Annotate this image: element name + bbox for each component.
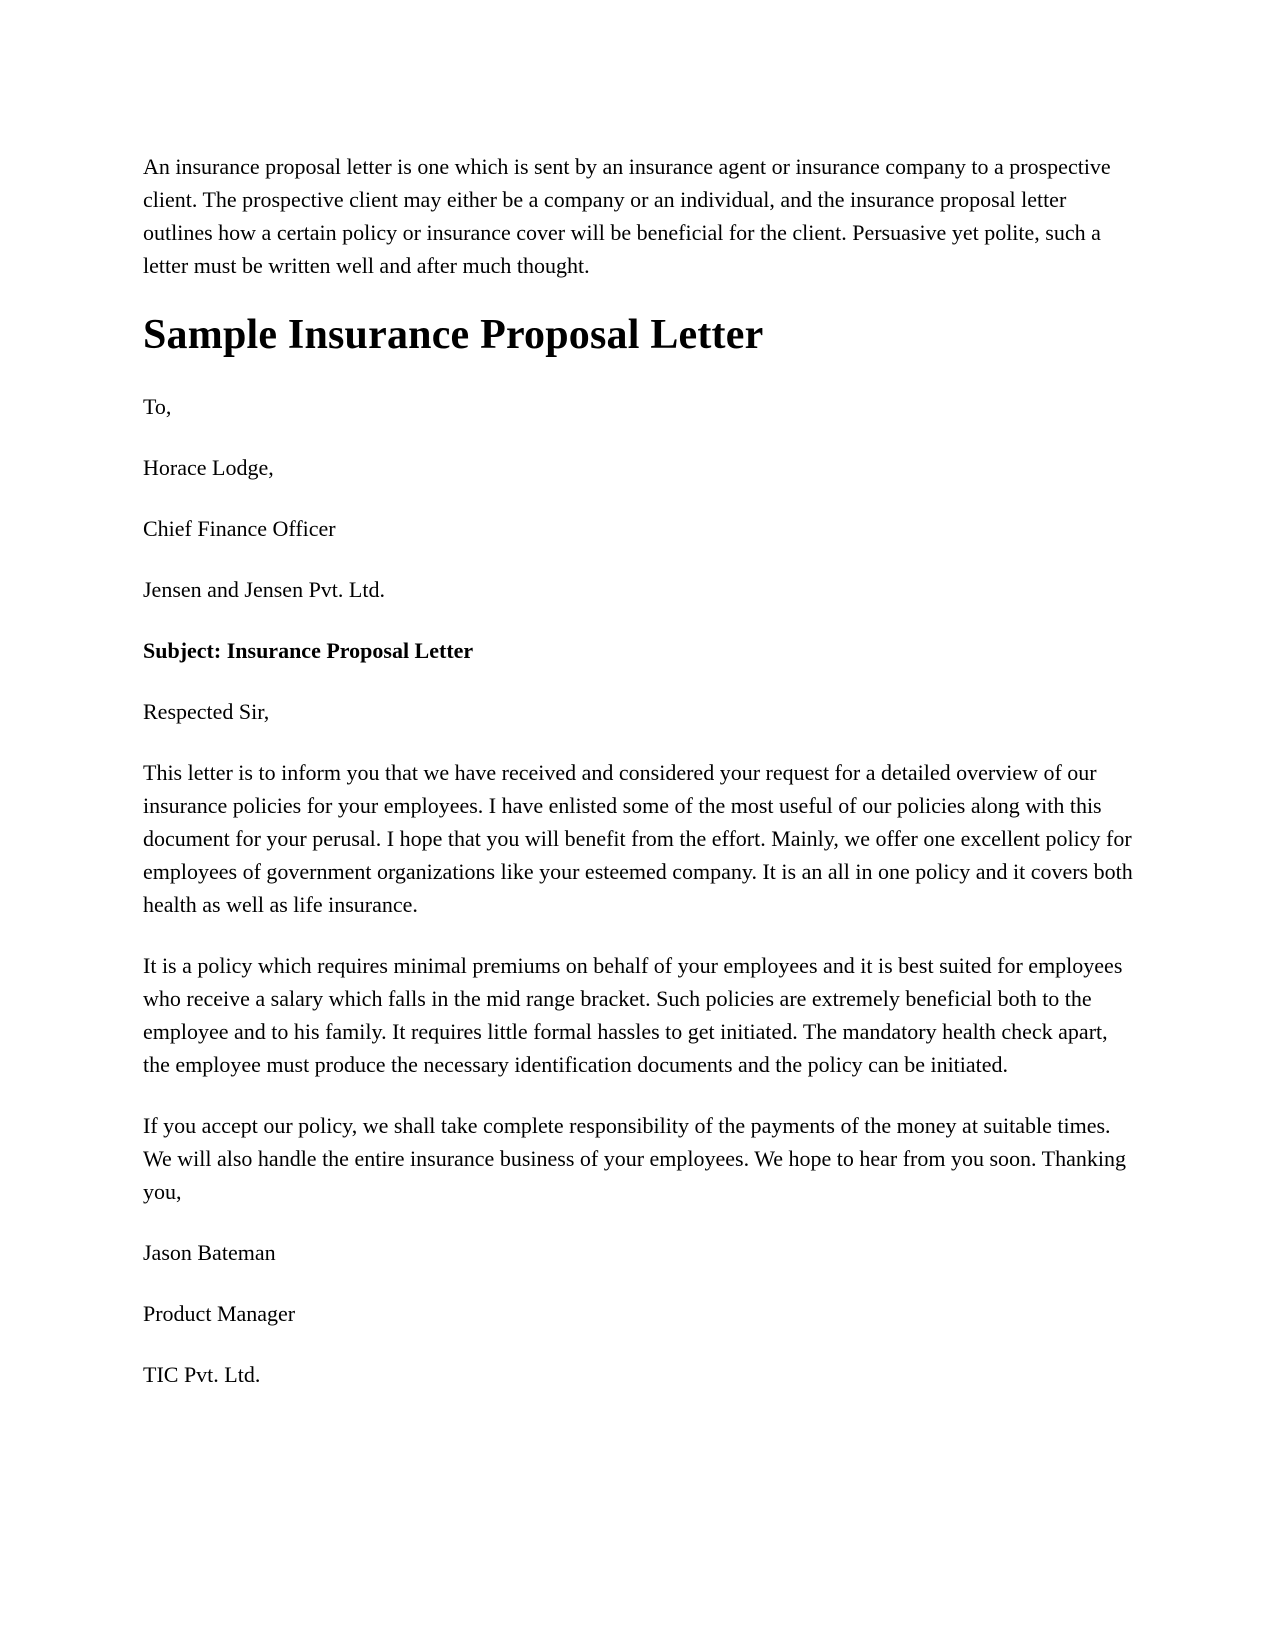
recipient-title: Chief Finance Officer	[143, 516, 336, 541]
document-heading: Sample Insurance Proposal Letter	[143, 312, 764, 358]
recipient-company: Jensen and Jensen Pvt. Ltd.	[143, 577, 385, 602]
sender-name: Jason Bateman	[143, 1240, 276, 1265]
body-paragraph-2: It is a policy which requires minimal premiums on behalf of your employees and it is best suited for employees who receive a salary which falls in the mid range bracket. Such policies are extremely beneficial both to the employee and to his family. It requires little formal hassles to get initiated. The mandatory health check apart, the employee must produce the necessary identification documents and the policy can be initiated.	[143, 953, 1123, 1077]
letter-document	[143, 150, 1135, 1391]
recipient-name: Horace Lodge,	[143, 455, 274, 480]
sender-company: TIC Pvt. Ltd.	[143, 1362, 261, 1387]
intro-paragraph: An insurance proposal letter is one which is sent by an insurance agent or insurance company to a prospective client. The prospective client may either be a company or an individual, and the insurance proposal letter outlines how a certain policy or insurance cover will be beneficial for the client. Persuasive yet polite, such a letter must be written well and after much thought.	[143, 154, 1111, 278]
letter-to-label: To,	[143, 394, 172, 419]
subject-line: Subject: Insurance Proposal Letter	[143, 638, 474, 663]
sender-title: Product Manager	[143, 1301, 296, 1326]
body-paragraph-3: If you accept our policy, we shall take complete responsibility of the payments of the money at suitable times. We will also handle the entire insurance business of your employees. We hope to hear from you soon. Thanking you,	[143, 1113, 1126, 1204]
body-paragraph-1: This letter is to inform you that we have received and considered your request for a detailed overview of our insurance policies for your employees. I have enlisted some of the most useful of our policies along with this document for your perusal. I hope that you will benefit from the effort. Mainly, we offer one excellent policy for employees of government organizations like your esteemed company. It is an all in one policy and it covers both health as well as life insurance.	[143, 760, 1133, 917]
greeting: Respected Sir,	[143, 699, 270, 724]
